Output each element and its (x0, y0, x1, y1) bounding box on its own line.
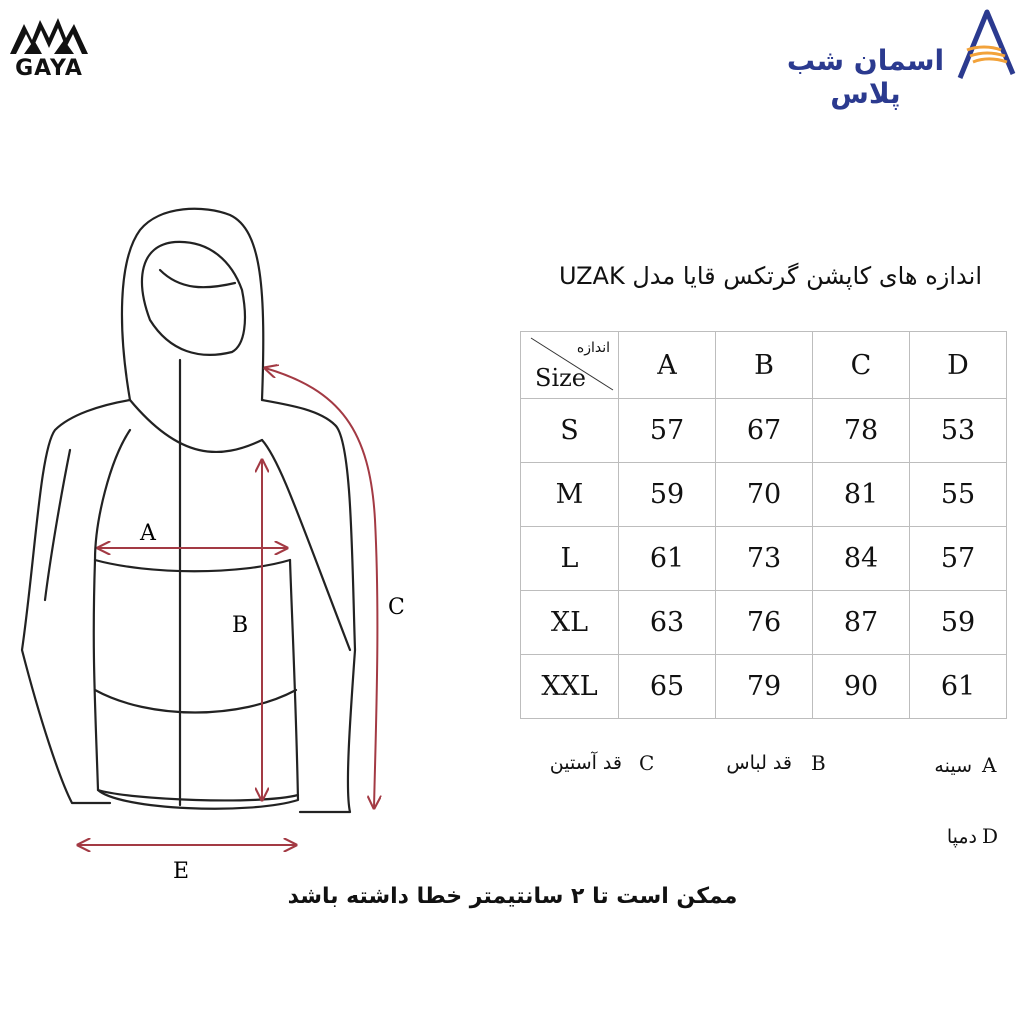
diagram-label-a: A (140, 521, 156, 546)
gaya-logo-text: GAYA (15, 56, 83, 81)
table-header-row (521, 332, 1007, 399)
column-header: D (910, 332, 1007, 399)
value-cell: 90 (813, 655, 910, 719)
legend-c-label: قد آستین (549, 752, 622, 774)
value-cell: 65 (619, 655, 716, 719)
value-cell: 53 (910, 399, 1007, 463)
brand-logo-text: اسمان شب پلاس (786, 44, 945, 110)
value-cell: 57 (910, 527, 1007, 591)
size-cell: L (521, 527, 619, 591)
value-cell: 61 (910, 655, 1007, 719)
legend-a-label: سینه (934, 755, 972, 777)
value-cell: 79 (716, 655, 813, 719)
legend-d-label: دمپا (946, 826, 977, 848)
diagram-label-b: B (232, 613, 249, 638)
corner-top-label: اندازه (576, 340, 610, 356)
jacket-diagram (0, 190, 520, 890)
table-row (521, 655, 1007, 719)
value-cell: 73 (716, 527, 813, 591)
size-cell: XXL (521, 655, 619, 719)
table-title: اندازه های کاپشن گرتکس قایا مدل UZAK (558, 262, 982, 290)
table-row (521, 463, 1007, 527)
value-cell: 61 (619, 527, 716, 591)
table-row (521, 527, 1007, 591)
column-header: B (716, 332, 813, 399)
value-cell: 55 (910, 463, 1007, 527)
value-cell: 84 (813, 527, 910, 591)
legend-b-letter: B (811, 751, 826, 775)
corner-cell (521, 332, 619, 399)
value-cell: 76 (716, 591, 813, 655)
table-row (521, 591, 1007, 655)
size-table (520, 331, 1007, 719)
value-cell: 70 (716, 463, 813, 527)
value-cell: 67 (716, 399, 813, 463)
corner-bottom-label: Size (535, 364, 586, 392)
size-cell: XL (521, 591, 619, 655)
value-cell: 78 (813, 399, 910, 463)
measure-line-c (265, 368, 377, 808)
legend-a-letter: A (982, 753, 997, 777)
value-cell: 59 (619, 463, 716, 527)
diagram-label-c: C (388, 595, 405, 620)
value-cell: 81 (813, 463, 910, 527)
column-header: A (619, 332, 716, 399)
jacket-outline (22, 209, 355, 812)
size-cell: M (521, 463, 619, 527)
legend-c-letter: C (639, 751, 655, 775)
diagram-label-e: E (173, 859, 190, 884)
table-row (521, 399, 1007, 463)
value-cell: 63 (619, 591, 716, 655)
value-cell: 87 (813, 591, 910, 655)
size-cell: S (521, 399, 619, 463)
error-margin-note: ممکن است تا ۲ سانتیمتر خطا داشته باشد (287, 884, 738, 909)
legend-d-letter: D (982, 824, 999, 848)
value-cell: 59 (910, 591, 1007, 655)
value-cell: 57 (619, 399, 716, 463)
legend-b-label: قد لباس (726, 752, 792, 774)
column-header: C (813, 332, 910, 399)
